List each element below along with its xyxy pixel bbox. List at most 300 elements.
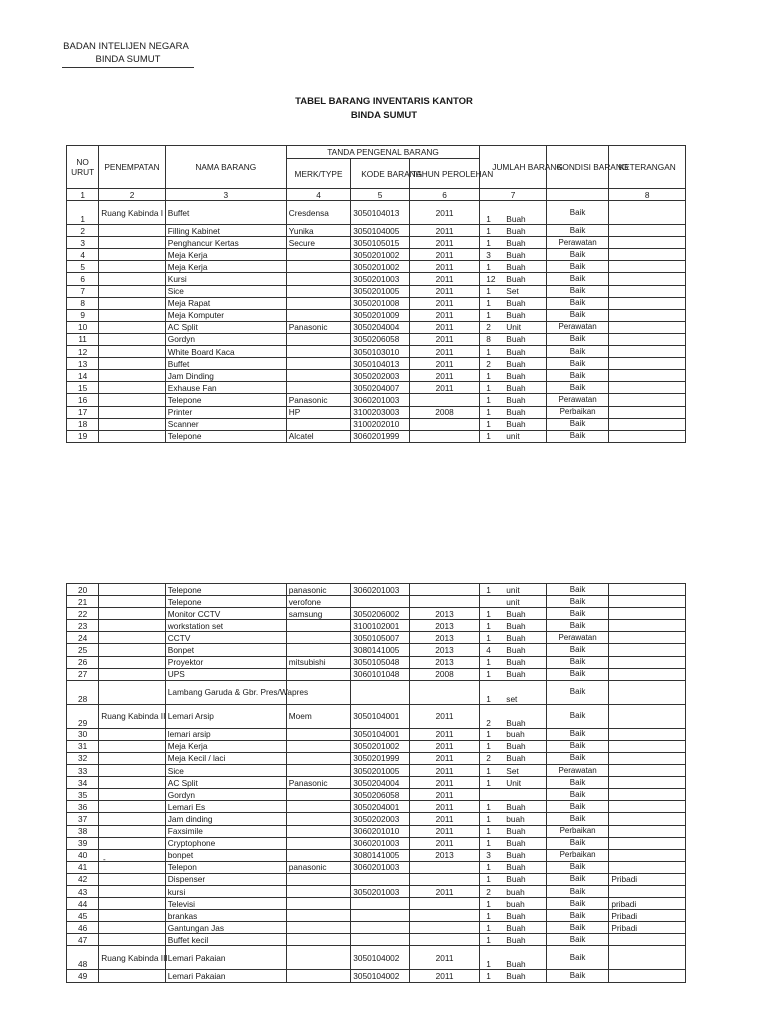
table-row bbox=[67, 430, 686, 442]
row-kondisi: Baik bbox=[546, 201, 609, 225]
row-jumlah bbox=[480, 704, 547, 728]
row-tahun: 2011 bbox=[409, 321, 480, 333]
org-unit: BINDA SUMUT bbox=[62, 53, 194, 68]
row-unit: Buah bbox=[506, 632, 526, 643]
row-tahun: 2011 bbox=[409, 837, 480, 849]
row-qty: 8 bbox=[486, 334, 491, 345]
row-unit: Buah bbox=[506, 419, 526, 430]
header-jumlah: JUMLAH BARANG bbox=[480, 146, 547, 189]
row-tahun: 2011 bbox=[409, 970, 480, 982]
row-kondisi: Baik bbox=[546, 596, 609, 608]
row-kode-barang: 3050104013 bbox=[351, 358, 409, 370]
table-row bbox=[67, 922, 686, 934]
row-nama-barang: Telepon bbox=[165, 861, 286, 873]
row-penempatan bbox=[99, 584, 166, 596]
row-merk bbox=[286, 910, 351, 922]
table-row bbox=[67, 777, 686, 789]
column-number: 6 bbox=[409, 189, 480, 201]
row-nama-barang: Lemari Pakaian bbox=[165, 970, 286, 982]
row-kondisi: Baik bbox=[546, 873, 609, 885]
row-kode-barang: 3050105007 bbox=[351, 632, 409, 644]
row-number: 29 bbox=[67, 704, 99, 728]
row-number: 10 bbox=[67, 321, 99, 333]
row-nama-barang: Exhause Fan bbox=[165, 382, 286, 394]
row-nama-barang: Printer bbox=[165, 406, 286, 418]
row-keterangan bbox=[609, 789, 686, 801]
row-keterangan bbox=[609, 333, 686, 345]
row-unit: Buah bbox=[506, 801, 526, 812]
row-jumlah bbox=[480, 596, 547, 608]
row-qty: 1 bbox=[486, 225, 491, 236]
row-kondisi: Baik bbox=[546, 309, 609, 321]
row-kode-barang: 3050104002 bbox=[351, 946, 409, 970]
row-keterangan bbox=[609, 765, 686, 777]
row-kondisi: Baik bbox=[546, 370, 609, 382]
table-row bbox=[67, 584, 686, 596]
row-kode-barang: 3050202003 bbox=[351, 370, 409, 382]
row-tahun: 2011 bbox=[409, 728, 480, 740]
row-nama-barang: Meja Kerja bbox=[165, 261, 286, 273]
row-merk bbox=[286, 644, 351, 656]
row-penempatan bbox=[99, 394, 166, 406]
table-row bbox=[67, 861, 686, 873]
row-nama-barang: Monitor CCTV bbox=[165, 608, 286, 620]
table-row bbox=[67, 752, 686, 764]
row-unit: Buah bbox=[506, 237, 526, 248]
row-kondisi: Baik bbox=[546, 752, 609, 764]
row-unit: Buah bbox=[506, 249, 526, 260]
row-tahun bbox=[409, 898, 480, 910]
row-number: 34 bbox=[67, 777, 99, 789]
row-keterangan bbox=[609, 861, 686, 873]
row-kondisi: Baik bbox=[546, 656, 609, 668]
row-number: 12 bbox=[67, 346, 99, 358]
row-kondisi: Baik bbox=[546, 922, 609, 934]
row-unit: Buah bbox=[506, 934, 526, 945]
row-tahun bbox=[409, 394, 480, 406]
row-jumlah bbox=[480, 934, 547, 946]
row-keterangan bbox=[609, 825, 686, 837]
row-kode-barang: 3050104005 bbox=[351, 225, 409, 237]
row-nama-barang: Proyektor bbox=[165, 656, 286, 668]
row-number: 44 bbox=[67, 898, 99, 910]
row-unit: buah bbox=[506, 729, 525, 740]
row-unit: Buah bbox=[506, 874, 526, 885]
row-penempatan bbox=[99, 346, 166, 358]
row-jumlah bbox=[480, 333, 547, 345]
row-unit: Unit bbox=[506, 777, 522, 788]
row-number: 28 bbox=[67, 680, 99, 704]
header-keterangan: KETERANGAN bbox=[609, 146, 686, 189]
row-jumlah bbox=[480, 620, 547, 632]
row-number: 38 bbox=[67, 825, 99, 837]
column-number: 5 bbox=[351, 189, 409, 201]
table-row bbox=[67, 297, 686, 309]
row-jumlah bbox=[480, 777, 547, 789]
row-penempatan bbox=[99, 225, 166, 237]
row-nama-barang: Gantungan Jas bbox=[165, 922, 286, 934]
row-number: 23 bbox=[67, 620, 99, 632]
row-unit: Buah bbox=[506, 657, 526, 668]
row-number: 30 bbox=[67, 728, 99, 740]
row-kondisi: Baik bbox=[546, 946, 609, 970]
row-qty: 1 bbox=[486, 826, 491, 837]
row-kondisi: Perawatan bbox=[546, 237, 609, 249]
row-unit: Buah bbox=[506, 298, 526, 309]
row-unit: set bbox=[506, 693, 518, 704]
row-kode-barang: 3050201009 bbox=[351, 309, 409, 321]
row-number: 40 bbox=[67, 849, 99, 861]
row-nama-barang: Buffet bbox=[165, 201, 286, 225]
row-keterangan bbox=[609, 813, 686, 825]
row-unit: Buah bbox=[506, 910, 526, 921]
row-keterangan bbox=[609, 346, 686, 358]
row-jumlah bbox=[480, 632, 547, 644]
row-number: 24 bbox=[67, 632, 99, 644]
table-row bbox=[67, 418, 686, 430]
table-row bbox=[67, 225, 686, 237]
row-jumlah bbox=[480, 898, 547, 910]
row-penempatan bbox=[99, 273, 166, 285]
stray-mark: - bbox=[103, 855, 106, 864]
row-tahun bbox=[409, 910, 480, 922]
row-nama-barang: Dispenser bbox=[165, 873, 286, 885]
row-unit: Buah bbox=[506, 838, 526, 849]
row-jumlah bbox=[480, 789, 547, 801]
row-kode-barang: 3050201003 bbox=[351, 885, 409, 897]
row-penempatan bbox=[99, 261, 166, 273]
row-merk: Panasonic bbox=[286, 321, 351, 333]
row-nama-barang: Telepone bbox=[165, 394, 286, 406]
row-jumlah bbox=[480, 321, 547, 333]
row-merk bbox=[286, 789, 351, 801]
row-penempatan bbox=[99, 740, 166, 752]
row-kode-barang: 3050201002 bbox=[351, 261, 409, 273]
row-qty: 2 bbox=[486, 886, 491, 897]
row-unit: unit bbox=[506, 431, 520, 442]
row-penempatan bbox=[99, 885, 166, 897]
row-tahun: 2011 bbox=[409, 801, 480, 813]
row-jumlah bbox=[480, 825, 547, 837]
row-penempatan bbox=[99, 620, 166, 632]
row-number: 5 bbox=[67, 261, 99, 273]
row-keterangan bbox=[609, 777, 686, 789]
row-keterangan: Pribadi bbox=[609, 910, 686, 922]
row-tahun bbox=[409, 584, 480, 596]
row-penempatan bbox=[99, 644, 166, 656]
row-unit: Buah bbox=[506, 407, 526, 418]
row-merk bbox=[286, 273, 351, 285]
row-tahun: 2008 bbox=[409, 406, 480, 418]
row-merk bbox=[286, 668, 351, 680]
row-kode-barang: 3050206058 bbox=[351, 789, 409, 801]
row-jumlah bbox=[480, 922, 547, 934]
row-jumlah bbox=[480, 201, 547, 225]
row-kode-barang: 3050204004 bbox=[351, 777, 409, 789]
row-number: 46 bbox=[67, 922, 99, 934]
row-penempatan bbox=[99, 370, 166, 382]
row-kondisi: Perawatan bbox=[546, 632, 609, 644]
row-nama-barang: White Board Kaca bbox=[165, 346, 286, 358]
row-qty: 3 bbox=[486, 850, 491, 861]
row-number: 4 bbox=[67, 249, 99, 261]
row-unit: Buah bbox=[506, 970, 526, 981]
row-unit: Buah bbox=[506, 346, 526, 357]
row-kode-barang: 3050201003 bbox=[351, 273, 409, 285]
inventory-table-part-2 bbox=[66, 583, 686, 983]
row-qty: 1 bbox=[486, 419, 491, 430]
row-keterangan bbox=[609, 358, 686, 370]
row-tahun: 2011 bbox=[409, 358, 480, 370]
row-jumlah bbox=[480, 584, 547, 596]
table-row bbox=[67, 873, 686, 885]
row-jumlah bbox=[480, 273, 547, 285]
row-unit: Buah bbox=[506, 358, 526, 369]
row-number: 26 bbox=[67, 656, 99, 668]
row-unit: Buah bbox=[506, 370, 526, 381]
row-merk bbox=[286, 898, 351, 910]
row-qty: 1 bbox=[486, 620, 491, 631]
row-kondisi: Baik bbox=[546, 861, 609, 873]
row-keterangan bbox=[609, 644, 686, 656]
row-kondisi: Baik bbox=[546, 728, 609, 740]
row-tahun: 2011 bbox=[409, 740, 480, 752]
row-keterangan bbox=[609, 752, 686, 764]
row-tahun bbox=[409, 680, 480, 704]
row-jumlah bbox=[480, 970, 547, 982]
row-qty: 1 bbox=[486, 431, 491, 442]
row-unit: buah bbox=[506, 898, 525, 909]
row-kode-barang: 3050204001 bbox=[351, 801, 409, 813]
row-qty: 1 bbox=[486, 959, 491, 970]
row-keterangan: Pribadi bbox=[609, 873, 686, 885]
row-merk bbox=[286, 873, 351, 885]
row-kode-barang bbox=[351, 898, 409, 910]
row-nama-barang: brankas bbox=[165, 910, 286, 922]
row-tahun: 2011 bbox=[409, 370, 480, 382]
row-tahun: 2013 bbox=[409, 632, 480, 644]
table-row bbox=[67, 608, 686, 620]
row-number: 35 bbox=[67, 789, 99, 801]
row-tahun: 2013 bbox=[409, 620, 480, 632]
row-keterangan bbox=[609, 934, 686, 946]
row-nama-barang: Lemari Arsip bbox=[165, 704, 286, 728]
row-nama-barang: Meja Kerja bbox=[165, 740, 286, 752]
row-tahun: 2011 bbox=[409, 704, 480, 728]
row-kondisi: Baik bbox=[546, 970, 609, 982]
row-penempatan bbox=[99, 801, 166, 813]
row-keterangan bbox=[609, 418, 686, 430]
row-keterangan bbox=[609, 740, 686, 752]
row-merk bbox=[286, 934, 351, 946]
header-nama-barang: NAMA BARANG bbox=[165, 146, 286, 189]
row-kode-barang bbox=[351, 922, 409, 934]
row-number: 27 bbox=[67, 668, 99, 680]
row-jumlah bbox=[480, 885, 547, 897]
row-kondisi: Perawatan bbox=[546, 321, 609, 333]
row-nama-barang: workstation set bbox=[165, 620, 286, 632]
row-merk: panasonic bbox=[286, 861, 351, 873]
row-jumlah bbox=[480, 297, 547, 309]
table-row bbox=[67, 885, 686, 897]
row-number: 16 bbox=[67, 394, 99, 406]
row-kode-barang: 3050204007 bbox=[351, 382, 409, 394]
row-merk bbox=[286, 285, 351, 297]
row-tahun bbox=[409, 934, 480, 946]
row-kode-barang: 3050105015 bbox=[351, 237, 409, 249]
row-merk bbox=[286, 837, 351, 849]
row-qty: 1 bbox=[486, 632, 491, 643]
row-keterangan: Pribadi bbox=[609, 922, 686, 934]
row-merk bbox=[286, 740, 351, 752]
row-nama-barang: Faxsimile bbox=[165, 825, 286, 837]
row-nama-barang: Meja Kerja bbox=[165, 249, 286, 261]
row-jumlah bbox=[480, 668, 547, 680]
row-penempatan bbox=[99, 728, 166, 740]
row-kondisi: Baik bbox=[546, 885, 609, 897]
row-penempatan bbox=[99, 309, 166, 321]
row-number: 41 bbox=[67, 861, 99, 873]
row-qty: 1 bbox=[486, 922, 491, 933]
row-merk bbox=[286, 728, 351, 740]
row-jumlah bbox=[480, 309, 547, 321]
row-qty: 2 bbox=[486, 322, 491, 333]
row-merk bbox=[286, 970, 351, 982]
row-merk: Alcatel bbox=[286, 430, 351, 442]
header-kondisi: KONDISI BARANG bbox=[546, 146, 609, 189]
row-kondisi: Baik bbox=[546, 382, 609, 394]
row-qty: 1 bbox=[486, 407, 491, 418]
row-kondisi: Baik bbox=[546, 813, 609, 825]
row-jumlah bbox=[480, 946, 547, 970]
row-kode-barang: 3060201003 bbox=[351, 861, 409, 873]
table-row bbox=[67, 309, 686, 321]
row-keterangan bbox=[609, 632, 686, 644]
row-kode-barang bbox=[351, 680, 409, 704]
row-qty: 1 bbox=[486, 910, 491, 921]
row-unit: unit bbox=[506, 596, 520, 607]
row-jumlah bbox=[480, 873, 547, 885]
row-kondisi: Baik bbox=[546, 261, 609, 273]
header-kode: KODE BARANG bbox=[351, 159, 409, 189]
row-penempatan: Ruang Kabinda I bbox=[99, 201, 166, 225]
row-penempatan bbox=[99, 825, 166, 837]
row-nama-barang: Filling Kabinet bbox=[165, 225, 286, 237]
row-number: 39 bbox=[67, 837, 99, 849]
row-unit: Buah bbox=[506, 753, 526, 764]
row-keterangan bbox=[609, 849, 686, 861]
table-row bbox=[67, 346, 686, 358]
row-qty: 1 bbox=[486, 898, 491, 909]
row-qty: 1 bbox=[486, 261, 491, 272]
table-row bbox=[67, 382, 686, 394]
title-line-2: BINDA SUMUT bbox=[350, 110, 418, 121]
row-keterangan: pribadi bbox=[609, 898, 686, 910]
row-jumlah bbox=[480, 261, 547, 273]
row-keterangan bbox=[609, 946, 686, 970]
table-row bbox=[67, 704, 686, 728]
row-penempatan bbox=[99, 861, 166, 873]
row-tahun: 2011 bbox=[409, 333, 480, 345]
row-keterangan bbox=[609, 285, 686, 297]
row-penempatan bbox=[99, 873, 166, 885]
row-unit: Buah bbox=[506, 310, 526, 321]
row-nama-barang: Telepone bbox=[165, 584, 286, 596]
row-qty: 1 bbox=[486, 346, 491, 357]
row-penempatan bbox=[99, 837, 166, 849]
row-jumlah bbox=[480, 418, 547, 430]
row-nama-barang: Buffet bbox=[165, 358, 286, 370]
row-jumlah bbox=[480, 346, 547, 358]
row-merk: Moem bbox=[286, 704, 351, 728]
row-kode-barang: 3080141005 bbox=[351, 849, 409, 861]
table-row bbox=[67, 668, 686, 680]
inventory-table-part-1 bbox=[66, 145, 686, 443]
table-row bbox=[67, 644, 686, 656]
row-keterangan bbox=[609, 237, 686, 249]
row-qty: 1 bbox=[486, 838, 491, 849]
row-nama-barang: Buffet kecil bbox=[165, 934, 286, 946]
row-jumlah bbox=[480, 765, 547, 777]
table-row bbox=[67, 946, 686, 970]
table-row bbox=[67, 237, 686, 249]
row-kode-barang: 3050202003 bbox=[351, 813, 409, 825]
row-keterangan bbox=[609, 261, 686, 273]
column-number: 3 bbox=[165, 189, 286, 201]
row-keterangan bbox=[609, 801, 686, 813]
row-tahun: 2011 bbox=[409, 765, 480, 777]
row-unit: Buah bbox=[506, 959, 526, 970]
row-kondisi: Baik bbox=[546, 898, 609, 910]
row-keterangan bbox=[609, 225, 686, 237]
row-nama-barang: Gordyn bbox=[165, 789, 286, 801]
row-jumlah bbox=[480, 370, 547, 382]
row-nama-barang: UPS bbox=[165, 668, 286, 680]
header-no: NO URUT bbox=[67, 146, 99, 189]
table-row bbox=[67, 620, 686, 632]
row-kondisi: Baik bbox=[546, 584, 609, 596]
row-kode-barang: 3050201002 bbox=[351, 249, 409, 261]
row-kondisi: Baik bbox=[546, 249, 609, 261]
row-number: 22 bbox=[67, 608, 99, 620]
row-merk bbox=[286, 813, 351, 825]
row-number: 21 bbox=[67, 596, 99, 608]
row-unit: buah bbox=[506, 813, 525, 824]
table-row bbox=[67, 813, 686, 825]
row-nama-barang: Bonpet bbox=[165, 644, 286, 656]
row-kode-barang: 3050201999 bbox=[351, 752, 409, 764]
table-row bbox=[67, 825, 686, 837]
row-kondisi: Baik bbox=[546, 740, 609, 752]
row-unit: Buah bbox=[506, 850, 526, 861]
row-number: 15 bbox=[67, 382, 99, 394]
row-number: 25 bbox=[67, 644, 99, 656]
row-merk bbox=[286, 885, 351, 897]
row-penempatan bbox=[99, 358, 166, 370]
row-nama-barang: Penghancur Kertas bbox=[165, 237, 286, 249]
row-number: 7 bbox=[67, 285, 99, 297]
row-kondisi: Baik bbox=[546, 934, 609, 946]
row-kode-barang: 3050201005 bbox=[351, 765, 409, 777]
row-qty: 2 bbox=[486, 358, 491, 369]
row-number: 32 bbox=[67, 752, 99, 764]
row-penempatan bbox=[99, 910, 166, 922]
row-number: 1 bbox=[67, 201, 99, 225]
row-nama-barang: Cryptophone bbox=[165, 837, 286, 849]
row-qty: 1 bbox=[486, 777, 491, 788]
row-number: 42 bbox=[67, 873, 99, 885]
row-qty: 1 bbox=[486, 214, 491, 225]
